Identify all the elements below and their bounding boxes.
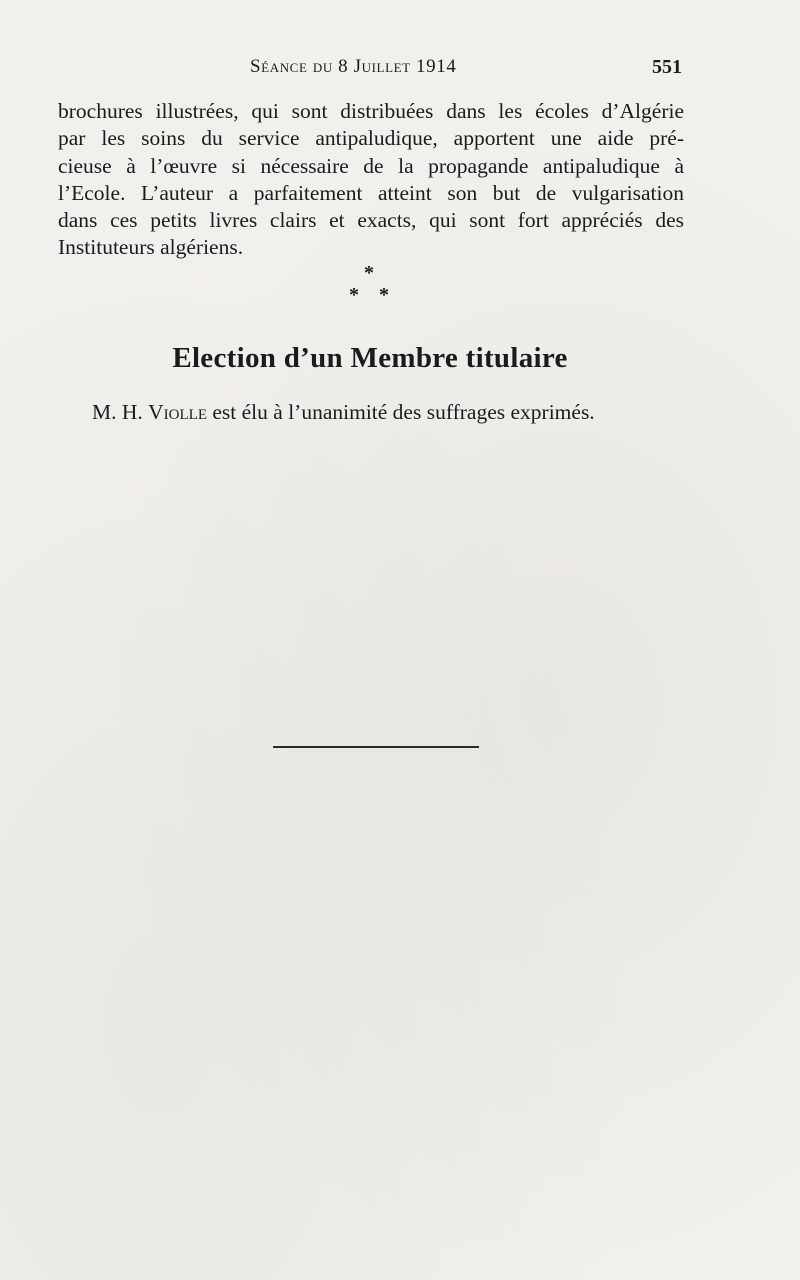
end-rule-divider xyxy=(273,746,479,748)
asterism-separator xyxy=(335,262,405,312)
paragraph-line: Instituteurs algériens. xyxy=(58,235,244,260)
paragraph-line: brochures illustrées, qui sont distribuées dans les écoles d’Algérie xyxy=(58,99,684,123)
page-number: 551 xyxy=(652,56,682,78)
asterisk-bottom-left: * xyxy=(349,284,359,306)
running-header: Séance du 8 Juillet 1914 xyxy=(250,56,457,77)
election-prefix: M. H. xyxy=(92,400,149,424)
election-statement xyxy=(92,400,595,425)
asterisk-top: * xyxy=(364,262,374,284)
body-paragraph xyxy=(58,98,684,262)
paragraph-line: par les soins du service antipaludique, apportent une aide pré- xyxy=(58,126,684,151)
paragraph-line: dans ces petits livres clairs et exacts, qui sont fort appréciés des xyxy=(58,208,684,233)
election-text: est élu à l’unanimité des suffrages exprimés. xyxy=(207,400,595,424)
member-name: Violle xyxy=(148,400,207,424)
paragraph-line: l’Ecole. L’auteur a parfaitement atteint son but de vulgarisation xyxy=(58,180,684,205)
section-title: Election d’un Membre titulaire xyxy=(172,342,568,374)
asterisk-bottom-right: * xyxy=(379,284,389,306)
paragraph-line: cieuse à l’œuvre si nécessaire de la propagande antipaludique à xyxy=(58,153,684,178)
